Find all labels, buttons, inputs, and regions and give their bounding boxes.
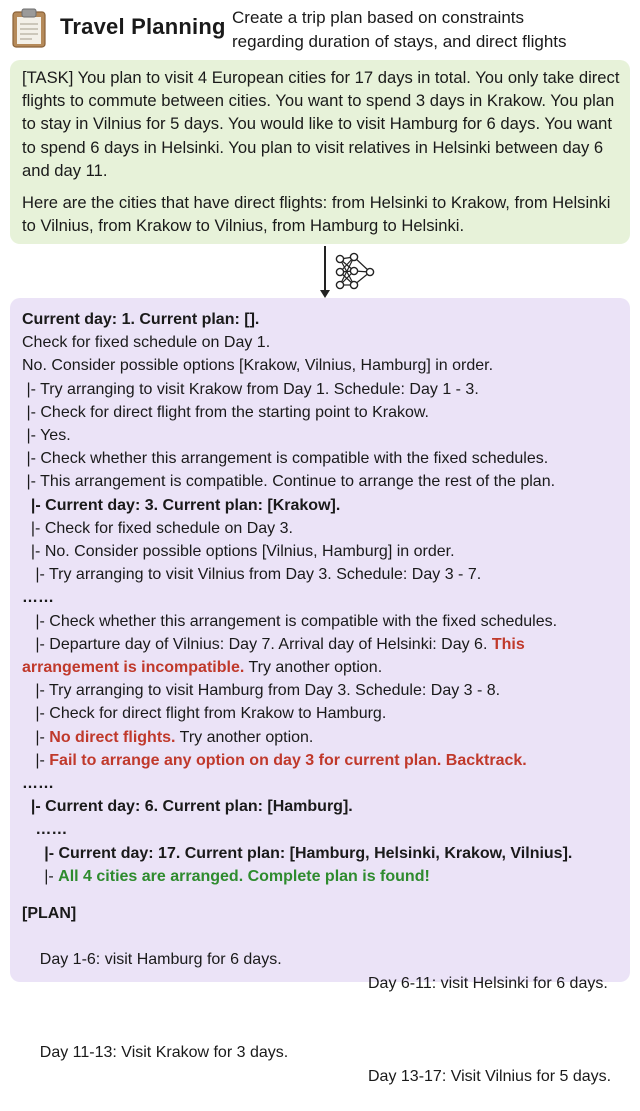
plan-item: Day 13-17: Visit Vilnius for 5 days. bbox=[368, 1067, 612, 1085]
page-title: Travel Planning bbox=[60, 14, 226, 39]
trace-ellipsis: …… bbox=[22, 821, 68, 839]
no-flight-note: No direct flights. bbox=[49, 728, 176, 746]
neural-network-icon bbox=[334, 251, 378, 293]
trace-line: |- This arrangement is compatible. Continue to arrange the rest of the plan. bbox=[22, 473, 556, 491]
incompatible-note-start: This bbox=[491, 635, 525, 653]
clipboard-icon bbox=[12, 8, 46, 48]
trace-text: |- bbox=[22, 728, 50, 746]
trace-line bbox=[22, 749, 620, 772]
trace-line bbox=[22, 633, 620, 656]
plan-heading: [PLAN] bbox=[22, 905, 77, 923]
flights-paragraph: Here are the cities that have direct flights: from Helsinki to Krakow, from Helsinki to Vilnius, from Krakow to Vilnius, from Hamburg to Helsinki. bbox=[22, 193, 611, 236]
trace-ellipsis: …… bbox=[22, 775, 54, 793]
trace-line: |- No. Consider possible options [Vilnius, Hamburg] in order. bbox=[22, 543, 455, 561]
trace-line: |- Try arranging to visit Vilnius from Day 3. Schedule: Day 3 - 7. bbox=[22, 566, 482, 584]
trace-line: |- Current day: 3. Current plan: [Krakow]. bbox=[22, 496, 341, 514]
trace-line: |- Current day: 6. Current plan: [Hamburg]. bbox=[22, 798, 353, 816]
trace-line: |- Try arranging to visit Hamburg from Day 3. Schedule: Day 3 - 8. bbox=[22, 682, 501, 700]
trace-line: |- Current day: 17. Current plan: [Hamburg, Helsinki, Krakow, Vilnius]. bbox=[22, 844, 573, 862]
trace-line: |- Check whether this arrangement is compatible with the fixed schedules. bbox=[22, 450, 549, 468]
header bbox=[0, 0, 640, 58]
plan-row bbox=[22, 1018, 620, 1111]
trace-line: |- Yes. bbox=[22, 427, 71, 445]
trace-line: |- Try arranging to visit Krakow from Day 1. Schedule: Day 1 - 3. bbox=[22, 380, 479, 398]
plan-item: Day 1-6: visit Hamburg for 6 days. bbox=[39, 951, 282, 969]
description-line-1: Create a trip plan based on constraints bbox=[232, 8, 525, 27]
trace-line: |- Check for direct flight from the starting point to Krakow. bbox=[22, 403, 429, 421]
flow-arrow-line bbox=[324, 246, 326, 292]
trace-line bbox=[22, 656, 620, 679]
flow-arrow-head bbox=[320, 290, 330, 298]
plan-row bbox=[22, 925, 620, 1018]
task-paragraph: [TASK] You plan to visit 4 European cities for 17 days in total. You only take direct flights to commute between cities. You want to spend 3 days in Krakow. You plan to stay in Vilnius for 5 days. You would like to visit Hamburg for 6 days. You want to spend 6 days in Helsinki. You plan to visit relatives in Helsinki between day 6 and day 11. bbox=[22, 68, 620, 180]
trace-ellipsis: …… bbox=[22, 589, 54, 607]
trace-line: |- Check for fixed schedule on Day 3. bbox=[22, 519, 293, 537]
trace-text: Try another option. bbox=[244, 659, 383, 677]
trace-text: |- bbox=[22, 867, 59, 885]
trace-line bbox=[22, 726, 620, 749]
trace-text: |- bbox=[22, 751, 50, 769]
description-line-2: regarding duration of stays, and direct flights bbox=[232, 32, 567, 51]
trace-text: Try another option. bbox=[175, 728, 314, 746]
trace-line: |- Check whether this arrangement is compatible with the fixed schedules. bbox=[22, 612, 558, 630]
trace-text: |- Departure day of Vilnius: Day 7. Arrival day of Helsinki: Day 6. bbox=[22, 635, 492, 653]
trace-line: Current day: 1. Current plan: []. bbox=[22, 311, 260, 328]
task-box bbox=[10, 60, 630, 244]
plan-item: Day 11-13: Visit Krakow for 3 days. bbox=[39, 1044, 289, 1062]
reasoning-trace bbox=[10, 298, 630, 1085]
trace-line: No. Consider possible options [Krakow, Vilnius, Hamburg] in order. bbox=[22, 357, 494, 375]
success-note: All 4 cities are arranged. Complete plan is found! bbox=[58, 867, 430, 885]
trace-line: |- Check for direct flight from Krakow to Hamburg. bbox=[22, 705, 387, 723]
trace-line: Check for fixed schedule on Day 1. bbox=[22, 334, 271, 352]
trace-line bbox=[22, 865, 620, 888]
incompatible-note: arrangement is incompatible. bbox=[22, 659, 245, 677]
plan-item: Day 6-11: visit Helsinki for 6 days. bbox=[368, 974, 608, 992]
page-description bbox=[232, 6, 632, 54]
backtrack-note: Fail to arrange any option on day 3 for current plan. Backtrack. bbox=[49, 751, 527, 769]
